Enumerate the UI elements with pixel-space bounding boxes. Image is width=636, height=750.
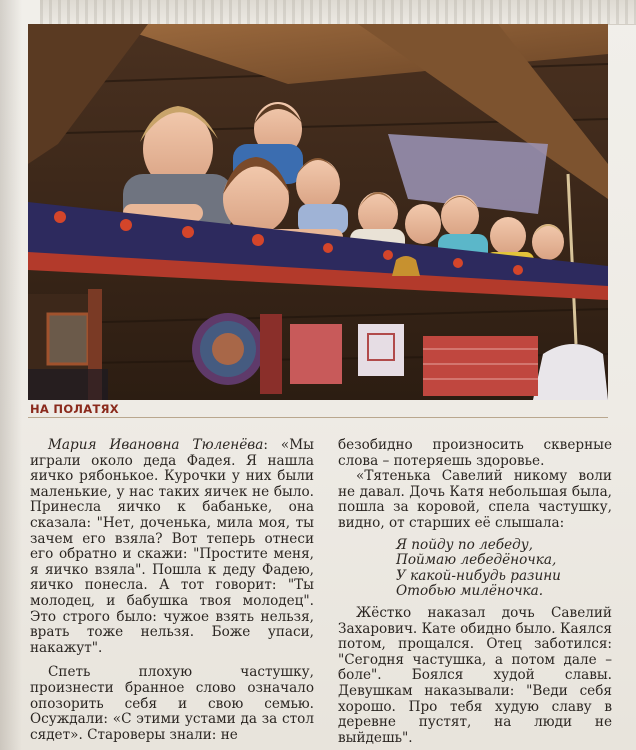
page-gutter-shadow	[0, 0, 22, 750]
photo-children-on-polati	[28, 24, 608, 400]
verse-line: У какой-нибудь разини	[396, 567, 561, 584]
paragraph: Спеть плохую частушку, произнести бранное слово означало опозорить себя и свою семью. Осуждали: «С этими устами да за стол сядет». Староверы знали: не	[30, 664, 314, 743]
paragraph: «Тятенька Савелий никому воли не давал. Дочь Катя небольшая была, пошла за коровой, спела частушку, видно, от старших её слышала:	[338, 468, 612, 531]
paragraph: безобидно произносить скверные слова – потеряешь здоровье.	[338, 437, 612, 469]
paragraph	[30, 438, 314, 656]
verse-chastushka	[396, 538, 612, 600]
top-ornament	[40, 0, 636, 25]
verse-line: Поймаю лебедёночка,	[396, 552, 557, 569]
paragraph-text: : «Мы играли около деда Фадея. Я нашла яичко рябонькое. Курочки у них были маленькие, у нас таких яичек не было. Принесла яичко к бабаньке, она сказала: "Нет, доченька, мила моя, ты зачем его взяла? Вот теперь отнеси его обратно и скажи: "Простите меня, я яичко взяла". Пошла к деду Фадею, яичко понесла. А тот говорит: "Ты молодец, и бабушка твоя молодец". Это строго было: чужое взять нельзя, врать тоже нельзя. Боже упаси, накажут".	[30, 437, 314, 656]
verse-line: Отобью милёночка.	[396, 583, 544, 600]
paragraph: Жёстко наказал дочь Савелий Захарович. Кате обидно было. Каялся потом, прощался. Отец заботился: "Сегодня частушка, а потом дале – боле". Боялся худой славы. Девушкам наказывали: "Веди себя хорошо. Про тебя худую славу в деревне пустят, на люди не выйдешь".	[338, 604, 612, 746]
text-column-left	[30, 438, 314, 743]
author-name: Мария Ивановна Тюленёва	[48, 437, 264, 453]
verse-line: Я пойду по лебеду,	[396, 536, 533, 553]
text-column-right	[338, 438, 612, 746]
caption-divider	[28, 417, 608, 418]
photo-caption: НА ПОЛАТЯХ	[30, 402, 119, 416]
